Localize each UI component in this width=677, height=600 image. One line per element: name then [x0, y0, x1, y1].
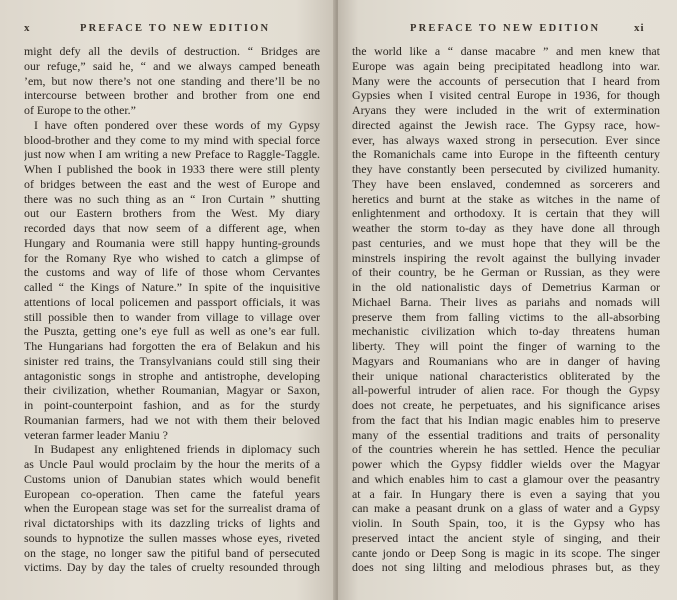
text-line: minstrels inspiring the revolt against the bullying invader: [352, 250, 660, 265]
text-line: I have often pondered over these words of my Gypsy: [34, 117, 320, 132]
text-line: Magyars and Roumanians who are in danger of having: [352, 353, 660, 368]
text-line: when the European stage was set for the surrealist drama of: [24, 501, 320, 516]
text-line: just now when I am writing a new Preface to Raggle-Taggle.: [24, 147, 320, 162]
text-line: The Hungarians had forgotten the era of Belakun and his: [24, 339, 320, 353]
text-line: Michael Barna. Their lives as pariahs and nomads will: [352, 294, 660, 309]
text-line: for the Romany Rye who wished to catch a glimpse of: [24, 250, 320, 265]
text-line: of Europe to the other.”: [24, 103, 136, 117]
left-running-head: PREFACE TO NEW EDITION: [80, 23, 271, 34]
text-line: our refuge,” said he, “ and we always camped beneath: [24, 58, 320, 73]
text-line: from the fact that his Indian magic enables him to preserve: [352, 412, 660, 427]
text-line: Hungary and Roumania were still happy hunting-grounds: [24, 235, 320, 250]
text-line: liberty. They will point the finger of warning to the: [352, 339, 660, 353]
text-line: veteran farmer leader Maniu ?: [24, 427, 168, 442]
right-page-number: xi: [634, 22, 645, 34]
right-body-text: [352, 44, 660, 575]
text-line: Customs union of Danubian states which would benefit: [24, 471, 320, 486]
text-line: the Puszta, getting one’s eye full as well as one’s ear full.: [24, 324, 320, 339]
text-line: power which the Gypsy fiddler wields over the Magyar: [352, 457, 660, 471]
text-line: Roumanian farmers, had we not with them their beloved: [24, 412, 320, 427]
text-line: sounds to hypnotize the sullen masses whose eyes, riveted: [24, 530, 320, 545]
text-line: ever, has always waxed strong in persecution. Ever since: [352, 132, 660, 147]
text-line: in point-counterpoint fashion, and as for the sturdy: [24, 398, 320, 412]
text-line: recorded days that now seem of a different age, when: [24, 221, 320, 235]
text-line: weather the storm to-day as they have done all through: [352, 221, 660, 235]
text-line: called “ the Kings of Nature.” In spite of the inquisitive: [24, 280, 320, 294]
text-line: European co-operation. Then came the fateful years: [24, 486, 320, 501]
text-line: past centuries, and we must hope that they will be the: [352, 235, 660, 250]
text-line: They have been enslaved, condemned as sorcerers and: [352, 176, 660, 191]
text-line: enlightenment and orthodoxy. It is certain that they will: [352, 206, 660, 221]
text-line: Many were the accounts of persecution that I heard from: [352, 73, 660, 88]
text-line: intercourse between brother and brother from one end: [24, 88, 320, 103]
text-line: Gypsies when I visited central Europe in 1936, for though: [352, 88, 660, 103]
text-line: many of the essential traditions and traits of personality: [352, 427, 660, 442]
text-line: as Uncle Paul would proclaim by the hour the merits of a: [24, 457, 320, 471]
text-line: rival dictatorships with its dazzling tricks of lights and: [24, 516, 320, 530]
text-line: at a fair. In Hungary there is even a saying that you: [352, 486, 660, 501]
text-line: on the stage, no longer saw the pitiful band of persecuted: [24, 545, 320, 560]
text-line: of their country, be he German or Russian, as they were: [352, 265, 660, 280]
right-page: [338, 0, 677, 600]
text-line: does not sing lilting and melodious phrases but, as they: [352, 560, 660, 575]
text-line: and which enables him to cast a glamour over the peasantry: [352, 471, 660, 486]
left-page-number: x: [24, 22, 31, 34]
text-line: their civilization, whether Roumanian, Magyar or Saxon,: [24, 383, 320, 398]
text-line: mechanistic civilization which to-day threatens human: [352, 324, 660, 339]
text-line: victims. Day by day the tales of cruelty resounded through: [24, 560, 320, 575]
text-line: preserved intact the ancient style of singing, and their: [352, 530, 660, 545]
text-line: all-powerful intruder of alien race. For though the Gypsy: [352, 383, 660, 398]
text-line: the Romanichals came into Europe in the fifteenth century: [352, 147, 660, 162]
text-line: in the old nationalistic days of Demetrius Karman or: [352, 280, 660, 294]
text-line: the customs and way of life of those whom Cervantes: [24, 265, 320, 280]
text-line: there was no such thing as an “ Iron Curtain ” shutting: [24, 191, 320, 206]
text-line: sinister red trains, the Transylvanians could still sing their: [24, 353, 320, 368]
text-line: Europe was again being precipitated headlong into war.: [352, 58, 660, 73]
right-running-head: PREFACE TO NEW EDITION: [410, 23, 601, 34]
text-line: might defy all the devils of destruction. “ Bridges are: [24, 44, 320, 58]
text-line: of the countries wherein he has settled. Hence the peculiar: [352, 442, 660, 457]
text-line: out our Eastern brothers from the West. My diary: [24, 206, 320, 221]
text-line: does not create, he perpetuates, and his significance arises: [352, 398, 660, 412]
text-line: cante jondo or Deep Song is magic in its scope. The singer: [352, 545, 660, 560]
text-line: In Budapest any enlightened friends in diplomacy such: [34, 442, 320, 457]
text-line: their unique national characteristics obliterated by the: [352, 368, 660, 383]
text-line: directed against the Jewish race. The Gypsy race, how-: [352, 117, 660, 132]
text-line: ’em, but now there’s not one standing and there’ll be no: [24, 73, 320, 88]
left-body-text: [24, 44, 320, 575]
text-line: When I published the book in 1933 there were still plenty: [24, 162, 320, 176]
text-line: blood-brother and they come to my mind with special force: [24, 132, 320, 147]
text-line: attentions of local policemen and passport officials, it was: [24, 294, 320, 309]
text-line: can make a peasant drunk on a glass of water and a Gypsy: [352, 501, 660, 516]
text-line: Aryans they were included in the writ of extermination: [352, 103, 660, 117]
text-line: they have constantly been persecuted by civilized humanity.: [352, 162, 660, 176]
text-line: still possible then to wander from village to village over: [24, 309, 320, 324]
text-line: antagonistic songs in strophe and antistrophe, developing: [24, 368, 320, 383]
text-line: the world like a “ danse macabre ” and men knew that: [352, 44, 660, 58]
left-page: [0, 0, 336, 600]
text-line: of bridges between the east and the west of Europe and: [24, 176, 320, 191]
text-line: preserve them from falling victims to the all-absorbing: [352, 309, 660, 324]
text-line: heretics and burnt at the stake as witches in the name of: [352, 191, 660, 206]
text-line: violin. In South Spain, too, it is the Gypsy who has: [352, 516, 660, 530]
